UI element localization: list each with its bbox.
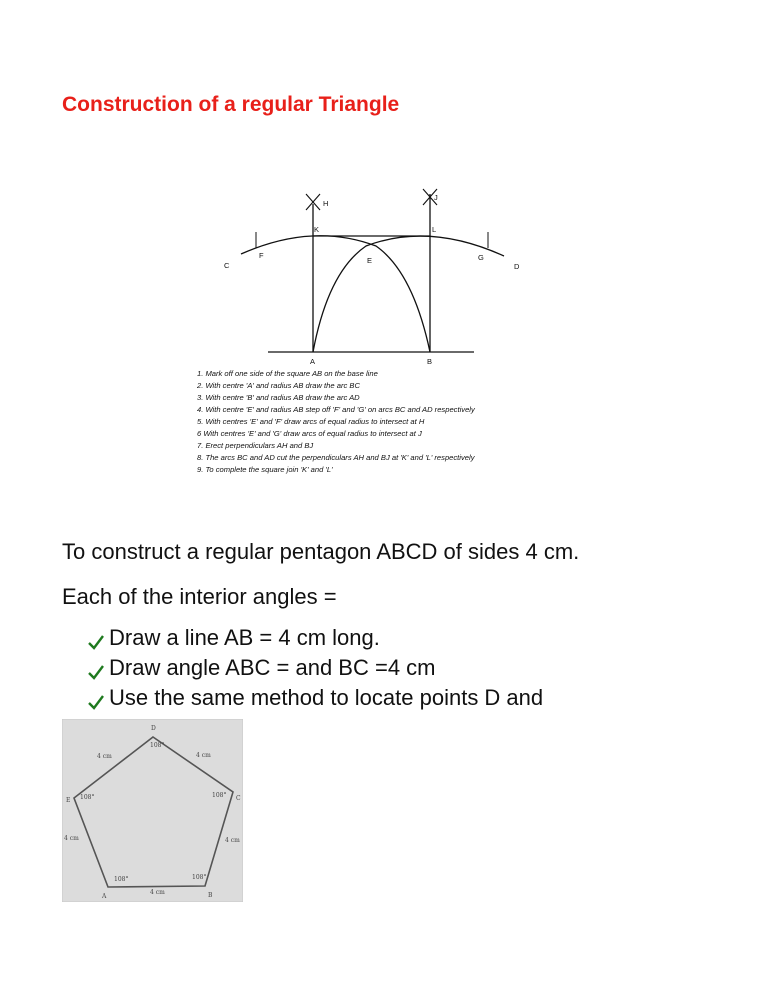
checkmark-icon xyxy=(87,689,105,707)
list-item-text: Draw a line AB = 4 cm long. xyxy=(109,625,380,650)
vertex-a: A xyxy=(102,893,107,900)
label-e: E xyxy=(367,256,373,265)
label-l: L xyxy=(432,225,437,234)
step-5: 5. With centres 'E' and 'F' draw arcs of equal radius to intersect at H xyxy=(197,417,425,426)
step-3: 3. With centre 'B' and radius AB draw the arc AD xyxy=(197,393,360,402)
checkmark-icon xyxy=(87,659,105,677)
step-2: 2. With centre 'A' and radius AB draw the arc BC xyxy=(197,381,360,390)
checkmark-icon xyxy=(87,629,105,647)
vertex-e: E xyxy=(66,797,71,804)
vertex-b: B xyxy=(208,892,213,899)
square-construction-figure xyxy=(186,186,596,511)
label-j: J xyxy=(434,193,438,202)
label-f: F xyxy=(259,251,264,260)
construction-steps xyxy=(196,369,476,474)
list-item xyxy=(87,653,543,683)
step-1: 1. Mark off one side of the square AB on the base line xyxy=(197,369,378,378)
interior-angles-text: Each of the interior angles = xyxy=(62,584,337,609)
label-g: G xyxy=(478,253,484,262)
step-9: 9. To complete the square join 'K' and 'L' xyxy=(197,465,333,474)
side-cd: 4 cm xyxy=(196,752,211,759)
pentagon-intro: To construct a regular pentagon ABCD of sides 4 cm. xyxy=(62,539,580,564)
label-d: D xyxy=(514,262,520,271)
side-ab: 4 cm xyxy=(150,889,165,896)
page-heading: Construction of a regular Triangle xyxy=(62,93,400,116)
step-6: 6 With centres 'E' and 'G' draw arcs of equal radius to intersect at J xyxy=(197,429,422,438)
angle-d: 108° xyxy=(150,742,165,749)
angle-e: 108° xyxy=(80,794,95,801)
side-ea: 4 cm xyxy=(64,835,79,842)
angle-c: 108° xyxy=(212,792,227,799)
label-a: A xyxy=(310,357,316,366)
angle-a: 108° xyxy=(114,876,129,883)
label-b: B xyxy=(427,357,433,366)
arc-ad xyxy=(313,236,504,352)
label-h: H xyxy=(323,199,329,208)
label-c: C xyxy=(224,261,230,270)
arc-bc xyxy=(241,236,430,352)
label-k: K xyxy=(314,225,320,234)
vertex-c: C xyxy=(236,795,241,802)
step-7: 7. Erect perpendiculars AH and BJ xyxy=(197,441,314,450)
list-item xyxy=(87,683,543,713)
list-item-text: Use the same method to locate points D and xyxy=(109,685,544,710)
side-bc: 4 cm xyxy=(225,837,240,844)
list-item xyxy=(87,623,543,653)
step-4: 4. With centre 'E' and radius AB step off 'F' and 'G' on arcs BC and AD respectively xyxy=(197,405,475,414)
vertex-d: D xyxy=(151,725,156,732)
steps-list xyxy=(87,623,543,713)
side-de: 4 cm xyxy=(97,753,112,760)
list-item-text: Draw angle ABC = and BC =4 cm xyxy=(109,655,436,680)
pentagon-figure xyxy=(62,719,243,902)
angle-b: 108° xyxy=(192,874,207,881)
step-8: 8. The arcs BC and AD cut the perpendiculars AH and BJ at 'K' and 'L' respectively xyxy=(197,453,475,462)
